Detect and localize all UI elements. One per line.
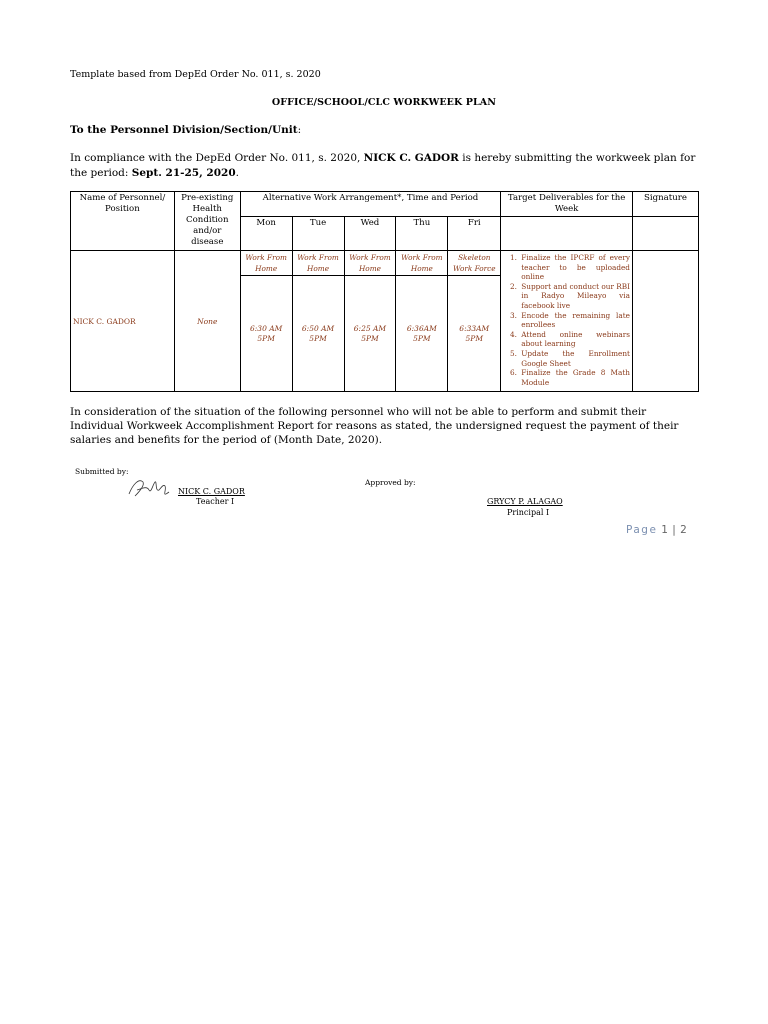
header-signature: Signature <box>632 192 698 217</box>
submitter-position: Teacher I <box>196 497 235 506</box>
header-condition: Pre-existing Health Condition and/or disease <box>174 192 240 251</box>
time-end: 5PM <box>413 333 431 343</box>
deliverable-item: 4. Attend online webinars about learning <box>519 330 630 349</box>
addressee-text: To the Personnel Division/Section/Unit <box>70 124 298 136</box>
header-day-thu: Thu <box>396 217 448 251</box>
time-start: 6:25 AM <box>353 323 387 333</box>
header-arrangement: Alternative Work Arrangement*, Time and Period <box>240 192 501 217</box>
time-wed <box>344 276 396 392</box>
header-name-position: Name of Personnel/ Position <box>71 192 175 251</box>
page-current: 1 <box>661 524 669 536</box>
submitted-by-label: Submitted by: <box>75 467 129 476</box>
time-start: 6:50 AM <box>301 323 335 333</box>
addressee-colon: : <box>297 124 302 136</box>
time-start: 6:30 AM <box>250 323 283 333</box>
page-separator: | <box>668 524 681 536</box>
arrangement-mon: Work From Home <box>240 251 292 276</box>
arrangement-tue: Work From Home <box>292 251 344 276</box>
deliverable-item: 5. Update the Enrollment Google Sheet <box>519 349 630 368</box>
header-day-mon: Mon <box>240 217 292 251</box>
compliance-paragraph <box>70 151 700 181</box>
workweek-plan-table <box>70 191 699 392</box>
arrangement-fri: Skeleton Work Force <box>448 251 501 276</box>
header-day-tue: Tue <box>292 217 344 251</box>
page-total: 2 <box>680 524 688 536</box>
table-row <box>71 251 699 276</box>
page-label: Page <box>626 524 658 536</box>
header-signature-blank <box>632 217 698 251</box>
time-start: 6:36AM <box>406 323 437 333</box>
table-header-row <box>71 192 699 217</box>
submitter-name: NICK C. GADOR <box>178 487 245 496</box>
page-number <box>626 524 687 536</box>
arrangement-wed: Work From Home <box>344 251 396 276</box>
time-mon <box>240 276 292 392</box>
compliance-name: NICK C. GADOR <box>363 152 459 164</box>
time-end: 5PM <box>309 333 327 343</box>
header-day-wed: Wed <box>344 217 396 251</box>
time-end: 5PM <box>257 333 275 343</box>
time-end: 5PM <box>465 333 484 343</box>
personnel-name-cell: NICK C. GADOR <box>71 251 175 392</box>
handwritten-signature <box>125 472 175 502</box>
deliverable-item: 3. Encode the remaining late enrollees <box>519 311 630 330</box>
compliance-text-end: . <box>235 167 239 179</box>
deliverable-item: 2. Support and conduct our RBI in Radyo Mileayo via facebook live <box>519 282 630 311</box>
deliverables-list <box>501 253 630 387</box>
consideration-paragraph: In consideration of the situation of the following personnel who will not be able to perform and submit their Individual Workweek Accomplishment Report for reasons as stated, the undersigned request the payment of their salaries and benefits for the period of (Month Date, 2020). <box>70 406 679 446</box>
compliance-text-middle: is hereby submitting the workweek plan for the period: <box>70 152 696 179</box>
header-day-fri: Fri <box>448 217 501 251</box>
addressee-line <box>70 124 301 136</box>
template-note: Template based from DepEd Order No. 011, s. 2020 <box>70 69 321 80</box>
arrangement-thu: Work From Home <box>396 251 448 276</box>
time-start: 6:33AM <box>459 323 490 333</box>
time-tue <box>292 276 344 392</box>
approver-name: GRYCY P. ALAGAO <box>487 497 563 506</box>
compliance-period: Sept. 21-25, 2020 <box>131 167 236 179</box>
header-deliverables: Target Deliverables for the Week <box>501 192 633 217</box>
time-end: 5PM <box>361 333 379 343</box>
deliverables-cell <box>501 251 633 392</box>
compliance-text-before: In compliance with the DepEd Order No. 011, s. 2020, <box>70 152 364 164</box>
deliverable-item: 1. Finalize the IPCRF of every teacher to be uploaded online <box>519 253 630 282</box>
header-deliverables-blank <box>501 217 633 251</box>
signature-cell <box>632 251 698 392</box>
time-fri <box>448 276 501 392</box>
time-thu <box>396 276 448 392</box>
approved-by-label: Approved by: <box>365 478 416 487</box>
deliverable-item: 6. Finalize the Grade 8 Math Module <box>519 368 630 387</box>
approver-position: Principal I <box>507 508 550 517</box>
document-title: OFFICE/SCHOOL/CLC WORKWEEK PLAN <box>271 97 497 108</box>
condition-cell: None <box>174 251 240 392</box>
